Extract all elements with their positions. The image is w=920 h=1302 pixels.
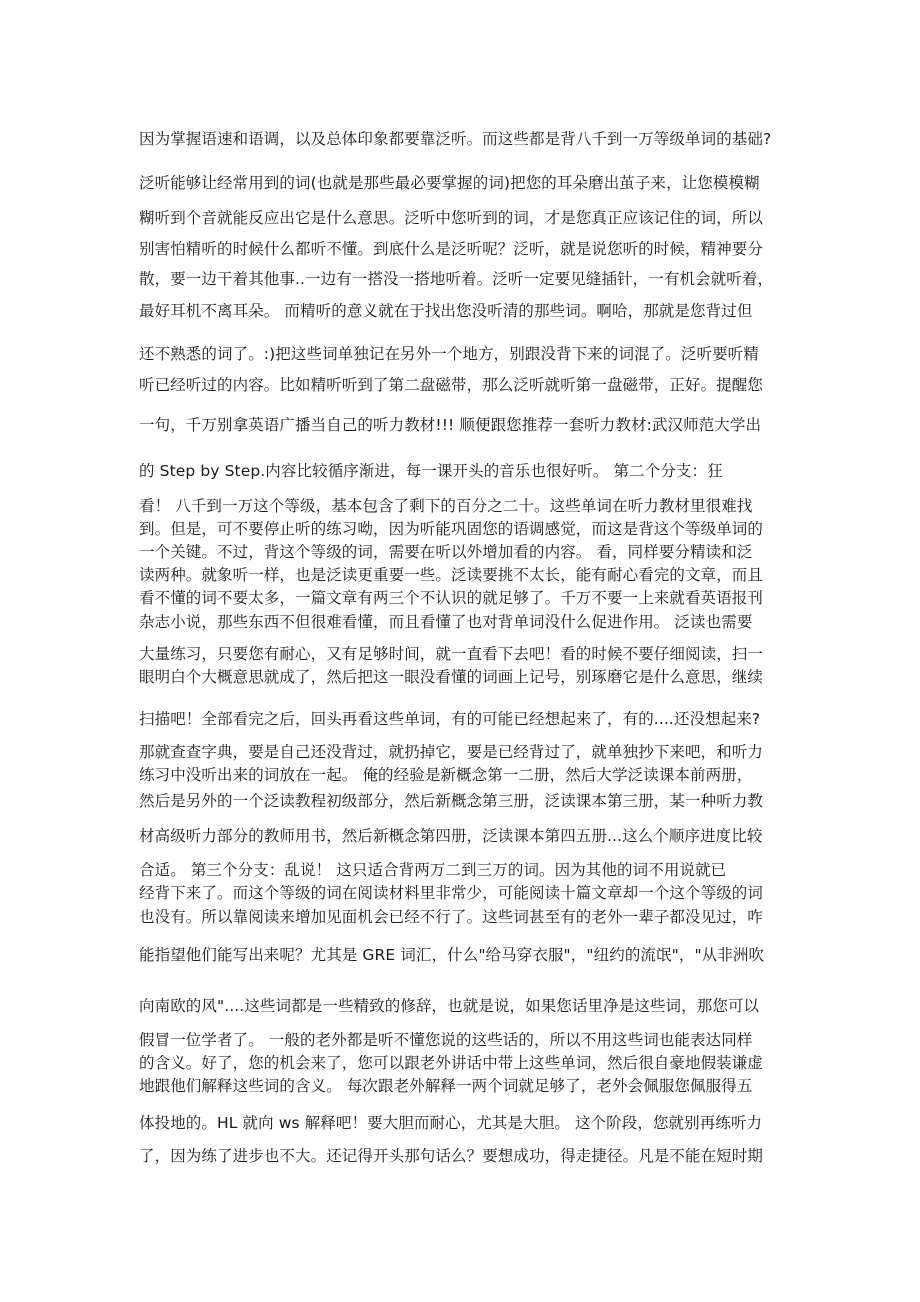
text-line: 假冒一位学者了。 一般的老外都是听不懂您说的这些话的，所以不用这些词也能表达同样 (139, 1031, 753, 1049)
text-line: 最好耳机不离耳朵。 而精听的意义就在于找出您没听清的那些词。啊哈，那就是您背过但 (139, 302, 753, 320)
text-line: 扫描吧！全部看完之后，回头再看这些单词，有的可能已经想起来了，有的....还没想起来? (139, 710, 761, 728)
text-line: 到。但是，可不要停止听的练习呦，因为听能巩固您的语调感觉，而这是背这个等级单词的 (139, 520, 764, 538)
text-line: 看不懂的词不要太多，一篇文章有两三个不认识的就足够了。千万不要一上来就看英语报刊 (139, 589, 764, 607)
text-line: 因为掌握语速和语调，以及总体印象都要靠泛听。而这些都是背八千到一万等级单词的基础? (139, 130, 772, 148)
text-line: 的含义。好了，您的机会来了，您可以跟老外讲话中带上这些单词，然后很自豪地假装谦虚 (139, 1054, 764, 1072)
text-line: 材高级听力部分的教师用书，然后新概念第四册，泛读课本第四五册...这么个顺序进度比较 (139, 827, 763, 845)
text-line: 然后是另外的一个泛读教程初级部分，然后新概念第三册，泛读课本第三册，某一种听力教 (139, 792, 764, 810)
text-line: 糊听到个音就能反应出它是什么意思。泛听中您听到的词，才是您真正应该记住的词，所以 (139, 209, 764, 227)
text-line: 了，因为练了进步也不大。还记得开头那句话么？要想成功，得走捷径。凡是不能在短时期 (139, 1147, 764, 1165)
text-line: 练习中没听出来的词放在一起。 俺的经验是新概念第一二册，然后大学泛读课本前两册， (139, 766, 753, 784)
text-line: 散，要一边干着其他事..一边有一搭没一搭地听着。泛听一定要见缝插针，一有机会就听着， (139, 270, 774, 288)
text-line: 大量练习，只要您有耐心，又有足够时间，就一直看下去吧！看的时候不要仔细阅读，扫一 (139, 645, 764, 663)
text-line: 那就查查字典，要是自己还没背过，就扔掉它，要是已经背过了，就单独抄下来吧，和听力 (139, 743, 764, 761)
text-line: 合适。 第三个分支：乱说！ 这只适合背两万二到三万的词。因为其他的词不用说就已 (139, 861, 727, 879)
text-line: 能指望他们能写出来呢？尤其是 GRE 词汇，什么"给马穿衣服"，"纽约的流氓"，"从非洲吹 (139, 946, 765, 964)
text-line: 读两种。就象听一样，也是泛读更重要一些。泛读要挑不太长，能有耐心看完的文章，而且 (139, 566, 764, 584)
text-line: 地跟他们解释这些词的含义。 每次跟老外解释一两个词就足够了，老外会佩服您佩服得五 (139, 1077, 753, 1095)
text-line: 还不熟悉的词了。:)把这些词单独记在另外一个地方，别跟没背下来的词混了。泛听要听精 (139, 345, 759, 363)
text-line: 听已经听过的内容。比如精听听到了第二盘磁带，那么泛听就听第一盘磁带，正好。提醒您 (139, 376, 764, 394)
text-line: 向南欧的风"....这些词都是一些精致的修辞，也就是说，如果您话里净是这些词，那您可以 (139, 997, 760, 1015)
text-line: 经背下来了。而这个等级的词在阅读材料里非常少，可能阅读十篇文章却一个这个等级的词 (139, 884, 764, 902)
text-line: 也没有。所以靠阅读来增加见面机会已经不行了。这些词甚至有的老外一辈子都没见过，咋 (139, 908, 764, 926)
text-line: 眼明白个大概意思就成了，然后把这一眼没看懂的词画上记号，别琢磨它是什么意思，继续 (139, 668, 764, 686)
text-line: 的 Step by Step.内容比较循序渐进，每一课开头的音乐也很好听。 第二个分支：狂 (139, 462, 723, 480)
text-line: 体投地的。HL 就向 ws 解释吧！要大胆而耐心，尤其是大胆。 这个阶段，您就别再练听力 (139, 1114, 763, 1132)
text-line: 泛听能够让经常用到的词(也就是那些最必要掌握的词)把您的耳朵磨出茧子来，让您模模糊 (139, 174, 760, 192)
text-line: 杂志小说，那些东西不但很难看懂，而且看懂了也对背单词没什么促进作用。 泛读也需要 (139, 613, 753, 631)
text-line: 看！ 八千到一万这个等级，基本包含了剩下的百分之二十。这些单词在听力教材里很难找 (139, 497, 753, 515)
text-line: 别害怕精听的时候什么都听不懂。到底什么是泛听呢？泛听，就是说您听的时候，精神要分 (139, 240, 764, 258)
text-line: 一句，千万别拿英语广播当自己的听力教材!!! 顺便跟您推荐一套听力教材:武汉师范大学出 (139, 416, 762, 434)
text-line: 一个关键。不过，背这个等级的词，需要在听以外增加看的内容。 看，同样要分精读和泛 (139, 543, 753, 561)
